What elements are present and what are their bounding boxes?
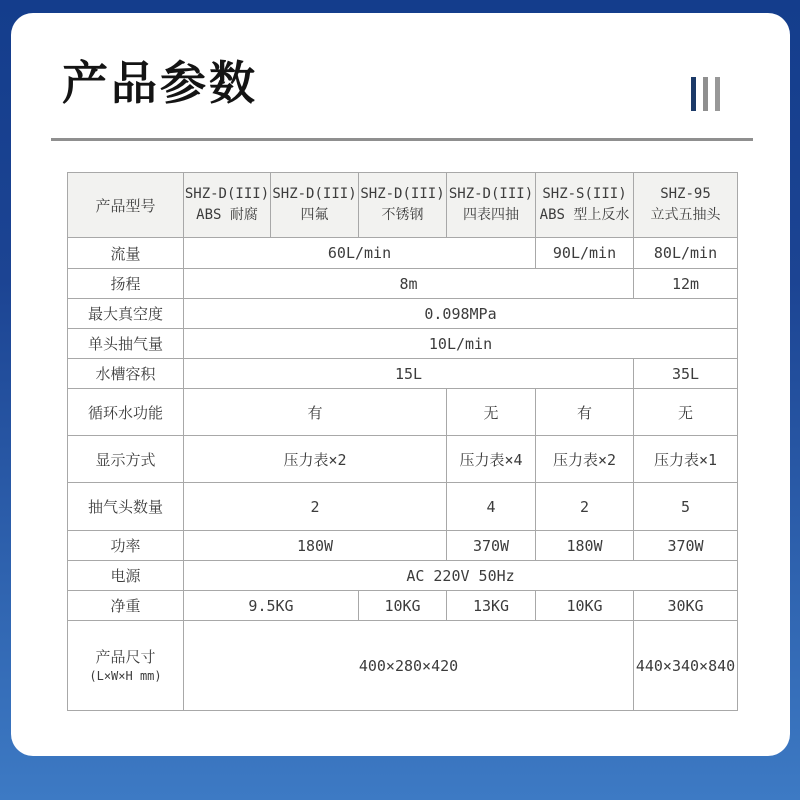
table-row — [68, 238, 738, 269]
spec-value-cell: 2 — [184, 483, 447, 531]
spec-value-cell: 80L/min — [634, 238, 738, 269]
spec-value-cell: 压力表×2 — [536, 436, 634, 483]
spec-value-cell: 有 — [536, 389, 634, 436]
column-header-product-model: 产品型号 — [68, 173, 184, 238]
spec-value-cell: 5 — [634, 483, 738, 531]
spec-table — [67, 172, 738, 711]
column-header-model: SHZ-D(III) 不锈钢 — [359, 173, 447, 238]
decor-bar — [715, 77, 720, 111]
spec-value-cell: 压力表×1 — [634, 436, 738, 483]
spec-value-cell: 30KG — [634, 591, 738, 621]
row-label: 抽气头数量 — [68, 483, 184, 531]
spec-value-cell: 10KG — [536, 591, 634, 621]
spec-value-cell: 13KG — [447, 591, 536, 621]
row-label: 扬程 — [68, 269, 184, 299]
spec-value-cell: 0.098MPa — [184, 299, 738, 329]
spec-value-cell: 10KG — [359, 591, 447, 621]
three-vertical-bars-icon — [691, 77, 720, 111]
table-row — [68, 561, 738, 591]
column-header-model: SHZ-D(III) 四氟 — [271, 173, 359, 238]
spec-value-cell: 压力表×2 — [184, 436, 447, 483]
row-label: 水槽容积 — [68, 359, 184, 389]
row-label: 显示方式 — [68, 436, 184, 483]
table-row — [68, 591, 738, 621]
spec-value-cell: 9.5KG — [184, 591, 359, 621]
row-label: 循环水功能 — [68, 389, 184, 436]
column-header-model: SHZ-95 立式五抽头 — [634, 173, 738, 238]
page-title: 产品参数 — [62, 57, 258, 109]
spec-value-cell: 370W — [634, 531, 738, 561]
spec-value-cell: 有 — [184, 389, 447, 436]
row-label: 单头抽气量 — [68, 329, 184, 359]
spec-value-cell: 180W — [184, 531, 447, 561]
table-row — [68, 621, 738, 711]
spec-value-cell: 无 — [634, 389, 738, 436]
spec-value-cell: 60L/min — [184, 238, 536, 269]
spec-value-cell: 15L — [184, 359, 634, 389]
table-row — [68, 299, 738, 329]
table-row — [68, 389, 738, 436]
decor-bar — [703, 77, 708, 111]
table-row — [68, 531, 738, 561]
spec-value-cell: 35L — [634, 359, 738, 389]
table-row — [68, 359, 738, 389]
row-label: 电源 — [68, 561, 184, 591]
spec-value-cell: 12m — [634, 269, 738, 299]
table-row — [68, 436, 738, 483]
column-header-model: SHZ-D(III) ABS 耐腐 — [184, 173, 271, 238]
spec-value-cell: 440×340×840 — [634, 621, 738, 711]
decor-bar — [691, 77, 696, 111]
content-card — [11, 13, 790, 756]
row-label: 功率 — [68, 531, 184, 561]
spec-value-cell: 2 — [536, 483, 634, 531]
row-label: 净重 — [68, 591, 184, 621]
spec-value-cell: 90L/min — [536, 238, 634, 269]
spec-value-cell: AC 220V 50Hz — [184, 561, 738, 591]
spec-value-cell: 180W — [536, 531, 634, 561]
row-label: 产品尺寸 (L×W×H mm) — [68, 621, 184, 711]
spec-value-cell: 4 — [447, 483, 536, 531]
spec-value-cell: 无 — [447, 389, 536, 436]
table-row — [68, 269, 738, 299]
row-label: 最大真空度 — [68, 299, 184, 329]
spec-value-cell: 400×280×420 — [184, 621, 634, 711]
table-row — [68, 483, 738, 531]
table-row — [68, 329, 738, 359]
row-label: 流量 — [68, 238, 184, 269]
spec-value-cell: 370W — [447, 531, 536, 561]
spec-value-cell: 8m — [184, 269, 634, 299]
column-header-model: SHZ-S(III) ABS 型上反水 — [536, 173, 634, 238]
spec-value-cell: 压力表×4 — [447, 436, 536, 483]
title-underline — [51, 138, 753, 141]
spec-value-cell: 10L/min — [184, 329, 738, 359]
column-header-model: SHZ-D(III) 四表四抽 — [447, 173, 536, 238]
